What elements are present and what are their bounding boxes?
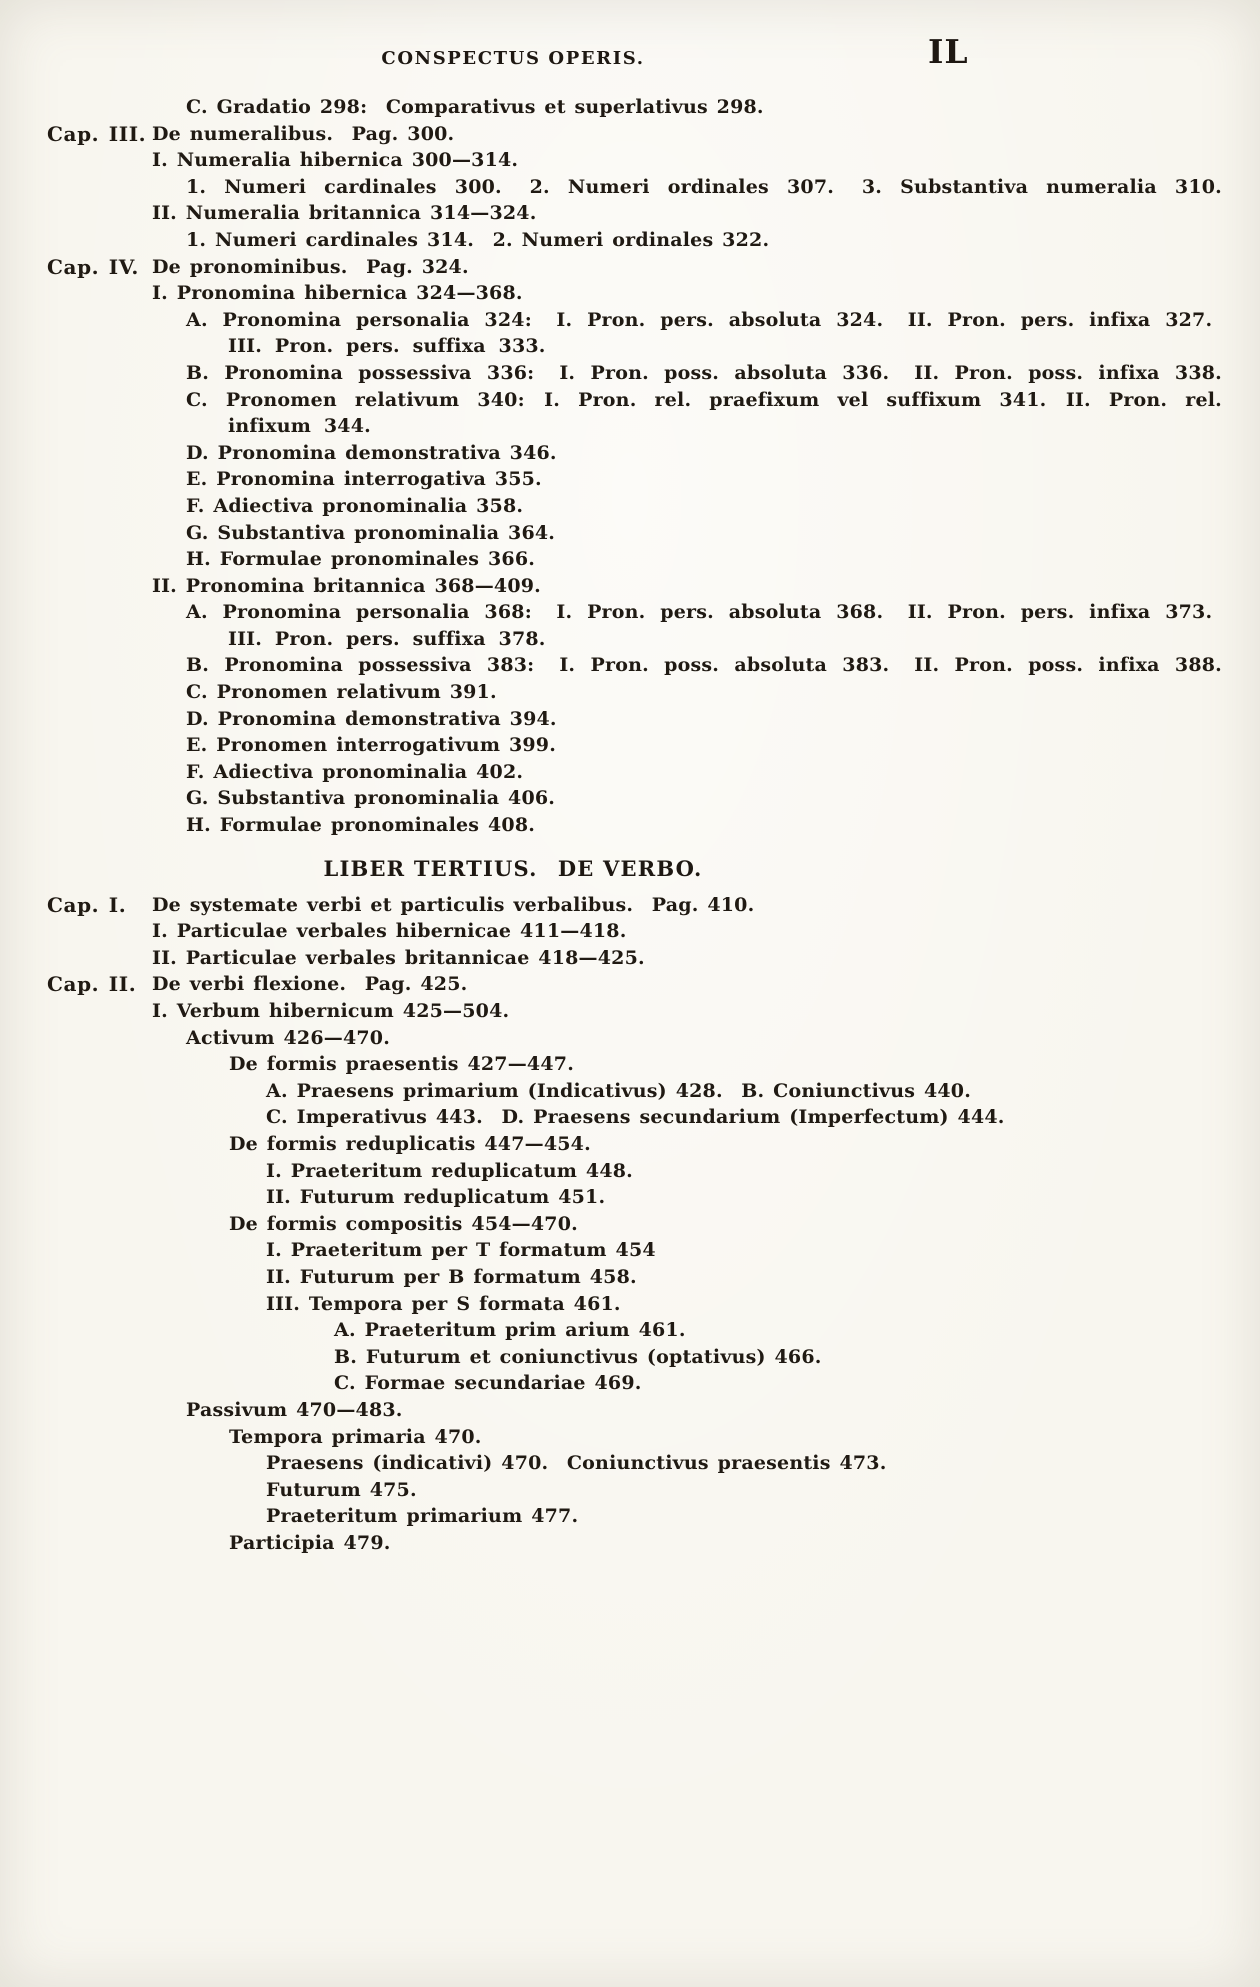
toc-line [266,1477,1222,1504]
chapter-label: Cap. III. [47,121,147,146]
toc-line-text: De numeralibus. Pag. 300. [152,122,455,145]
toc-line-text: I. Praeteritum per T formatum 454 [266,1239,656,1262]
toc-line-text: D. Pronomina demonstrativa 394. [186,707,557,730]
toc-line [47,971,1222,998]
toc-line [266,1237,1222,1264]
toc-line-text: Activum 426—470. [186,1026,391,1049]
toc-line-text: III. Tempora per S formata 461. [266,1292,621,1315]
toc-line-text: H. Formulae pronominales 366. [186,548,536,571]
toc-line-text: II. Particulae verbales britannicae 418—425. [152,946,645,969]
section-heading-liber-tertius: LIBER TERTIUS. DE VERBO. [323,855,703,881]
toc-line-text: De verbi flexione. Pag. 425. [152,973,468,996]
toc-line [266,1184,1222,1211]
toc-line [186,1025,1222,1052]
toc-line-text: C. Pronomen relativum 340: I. Pron. rel. praefixum vel suffixum 341. II. Pron. rel. infixum 344. [186,388,1222,438]
toc-line [152,147,1222,174]
toc-line [186,360,1222,387]
toc-line-text: F. Adiectiva pronominalia 402. [186,760,524,783]
toc-line [229,1211,1222,1238]
toc-line [186,466,1222,493]
toc-line-text: I. Numeralia hibernica 300—314. [152,149,519,172]
toc-line [47,254,1222,281]
toc-line-text: De formis praesentis 427—447. [229,1053,575,1076]
toc-line-text: F. Adiectiva pronominalia 358. [186,494,524,517]
toc-line [47,892,1222,919]
toc-line-text: De formis reduplicatis 447—454. [229,1132,591,1155]
toc-line-text: A. Praeteritum prim arium 461. [334,1319,686,1342]
toc-line [334,1317,1222,1344]
page-number: IL [928,32,969,71]
toc-line-text: G. Substantiva pronominalia 406. [186,787,556,810]
toc-section-pronomina [0,94,1222,839]
toc-line-text: A. Pronomina personalia 324: I. Pron. pers. absoluta 324. II. Pron. pers. infixa 327. III. Pron. pers. suffixa 333. [186,308,1222,358]
toc-line-text: II. Numeralia britannica 314—324. [152,202,537,225]
toc-line [186,759,1222,786]
toc-line-text: E. Pronomen interrogativum 399. [186,734,557,757]
toc-line-text: A. Praesens primarium (Indicativus) 428. B. Coniunctivus 440. [266,1079,972,1102]
toc-line [186,520,1222,547]
toc-line [186,1397,1222,1424]
toc-line [186,174,1222,201]
chapter-label: Cap. IV. [47,254,139,279]
toc-line [186,679,1222,706]
toc-line [186,493,1222,520]
toc-line [186,227,1222,254]
toc-line [266,1158,1222,1185]
toc-line [152,918,1222,945]
toc-line [152,200,1222,227]
toc-line-text: Passivum 470—483. [186,1398,403,1421]
toc-line [186,599,1222,652]
toc-line [186,785,1222,812]
toc-line [152,280,1222,307]
toc-line [266,1264,1222,1291]
toc-line [229,1051,1222,1078]
toc-line [266,1104,1222,1131]
table-of-contents [0,94,1222,1556]
toc-line [47,121,1222,148]
toc-line-text: 1. Numeri cardinales 300. 2. Numeri ordinales 307. 3. Substantiva numeralia 310. [186,175,1222,198]
toc-line-text: C. Formae secundariae 469. [334,1372,642,1395]
toc-line-text: De formis compositis 454—470. [229,1212,578,1235]
toc-line-text: De pronominibus. Pag. 324. [152,255,469,278]
chapter-label: Cap. II. [47,972,137,997]
toc-line [266,1078,1222,1105]
toc-line [186,94,1222,121]
toc-line [334,1370,1222,1397]
chapter-label: Cap. I. [47,892,127,917]
toc-line-text: C. Gradatio 298: Comparativus et superlativus 298. [186,96,764,118]
toc-line [229,1530,1222,1557]
toc-line [186,652,1222,679]
toc-line-text: D. Pronomina demonstrativa 346. [186,441,557,464]
toc-line [152,998,1222,1025]
toc-line-text: I. Praeteritum reduplicatum 448. [266,1159,633,1182]
toc-line-text: B. Pronomina possessiva 336: I. Pron. poss. absoluta 336. II. Pron. poss. infixa 338. [186,361,1222,384]
toc-line [186,812,1222,839]
toc-line-text: II. Futurum reduplicatum 451. [266,1186,606,1209]
toc-line-text: G. Substantiva pronominalia 364. [186,521,556,544]
toc-line-text: Praeteritum primarium 477. [266,1505,579,1528]
toc-line-text: C. Imperativus 443. D. Praesens secundarium (Imperfectum) 444. [266,1106,1005,1129]
toc-line [152,945,1222,972]
toc-line [334,1344,1222,1371]
toc-line-text: H. Formulae pronominales 408. [186,814,536,837]
toc-line-text: Futurum 475. [266,1478,417,1501]
toc-line [186,732,1222,759]
toc-line [266,1450,1222,1477]
toc-line-text: De systemate verbi et particulis verbalibus. Pag. 410. [152,893,755,916]
toc-line [152,573,1222,600]
toc-line [186,307,1222,360]
toc-line-text: I. Verbum hibernicum 425—504. [152,1000,510,1022]
toc-line-text: I. Pronomina hibernica 324—368. [152,282,523,305]
toc-line-text: B. Futurum et coniunctivus (optativus) 466. [334,1345,822,1368]
toc-line-text: Praesens (indicativi) 470. Coniunctivus praesentis 473. [266,1452,887,1475]
toc-line-text: Participia 479. [229,1531,391,1554]
toc-line [229,1131,1222,1158]
toc-line-text: A. Pronomina personalia 368: I. Pron. pers. absoluta 368. II. Pron. pers. infixa 373. III. Pron. pers. suffixa 378. [186,601,1222,650]
toc-line-text: E. Pronomina interrogativa 355. [186,468,542,491]
toc-line-text: C. Pronomen relativum 391. [186,681,497,704]
toc-line [266,1503,1222,1530]
toc-line-text: Tempora primaria 470. [229,1425,482,1448]
toc-line [229,1424,1222,1451]
toc-line-text: II. Pronomina britannica 368—409. [152,574,542,597]
toc-line [186,387,1222,440]
toc-line-text: 1. Numeri cardinales 314. 2. Numeri ordinales 322. [186,228,770,251]
toc-line [186,546,1222,573]
toc-line-text: II. Futurum per B formatum 458. [266,1265,637,1288]
toc-line-text: B. Pronomina possessiva 383: I. Pron. poss. absoluta 383. II. Pron. poss. infixa 388. [186,654,1222,677]
toc-line-text: I. Particulae verbales hibernicae 411—418. [152,920,627,943]
toc-line [186,440,1222,467]
running-title: CONSPECTUS OPERIS. [381,48,645,69]
toc-line [186,706,1222,733]
toc-section-verbo [0,892,1222,1557]
toc-line [266,1291,1222,1318]
